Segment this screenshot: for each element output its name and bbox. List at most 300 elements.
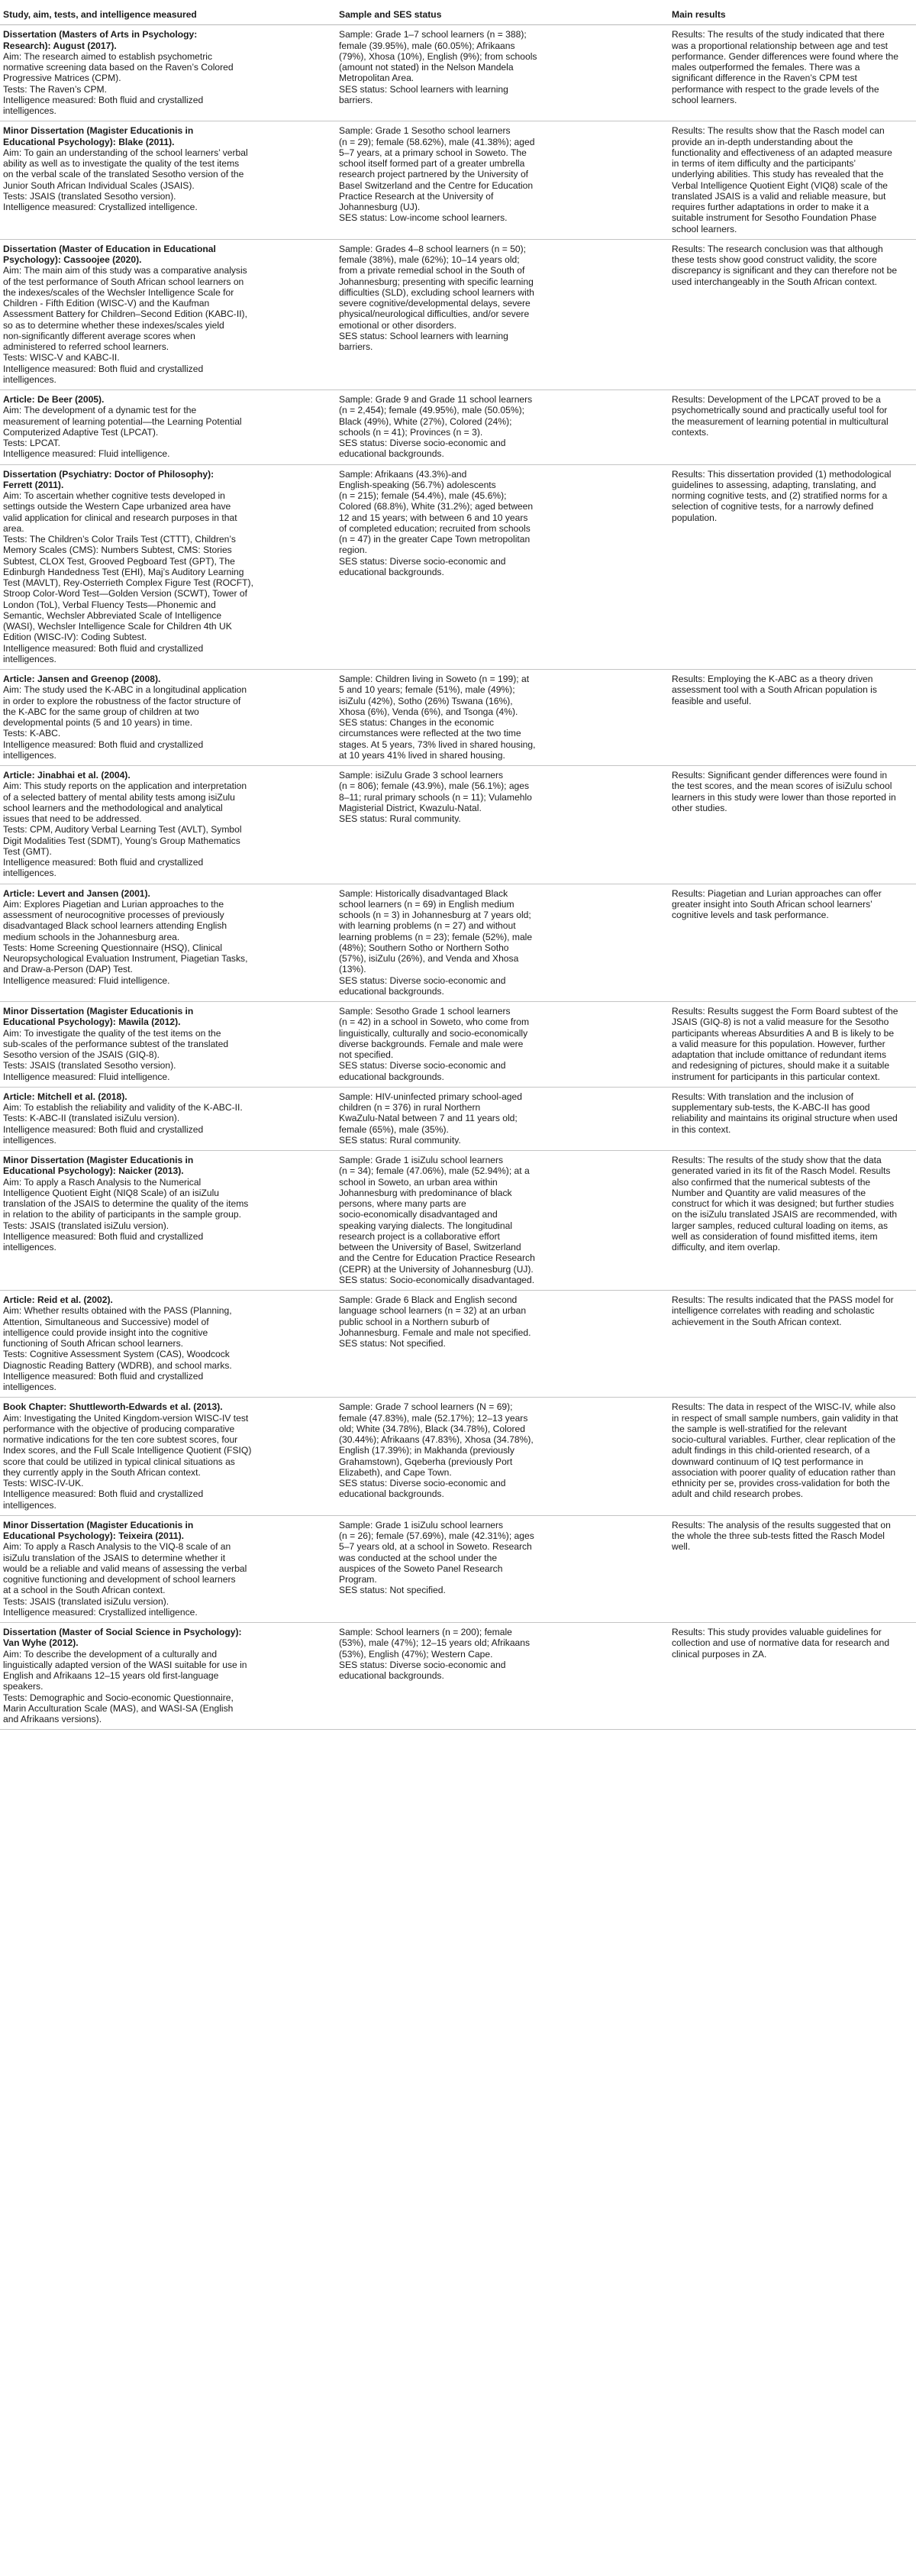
- study-line: of a selected battery of mental ability tests among isiZulu: [3, 791, 235, 803]
- header-study: Study, aim, tests, and intelligence measured: [0, 9, 336, 25]
- sample-line: speaking varying dialects. The longitudinal: [339, 1220, 513, 1231]
- sample-line: educational backgrounds.: [339, 985, 444, 997]
- study-line: Article: Levert and Jansen (2001).: [3, 887, 150, 899]
- study-line: Dissertation (Master of Education in Educational: [3, 243, 216, 254]
- sample-line: isiZulu (42%), Sotho (26%) Tswana (16%),: [339, 695, 513, 706]
- cell-sample: [336, 670, 669, 766]
- sample-line: Sample: Grade 1 isiZulu school learners: [339, 1155, 504, 1165]
- sample-line: Practice Research at the University of: [339, 190, 494, 202]
- table-row: [0, 1087, 916, 1150]
- results-line: performance with respect to the grade levels of the: [672, 83, 879, 95]
- sample-line: SES status: Rural community.: [339, 813, 461, 824]
- results-line: greater insight into South African school learners’: [672, 898, 872, 910]
- sample-line: of completed education; recruited from schools: [339, 522, 531, 534]
- study-line: Assessment Battery for Children–Second Edition (KABC-II),: [3, 309, 247, 320]
- table-body: [0, 25, 916, 1730]
- table-row: [0, 464, 916, 670]
- study-line: non-significantly different average scores when: [3, 330, 195, 341]
- study-line: Intelligence measured: Fluid intelligence.: [3, 1071, 170, 1082]
- study-line: Tests: Demographic and Socio-economic Questionnaire,: [3, 1692, 234, 1703]
- sample-line: educational backgrounds.: [339, 1670, 444, 1681]
- results-line: difficulty, and item overlap.: [672, 1242, 781, 1252]
- sample-line: not specified.: [339, 1049, 394, 1060]
- sample-line: Sample: Grade 6 Black and English second: [339, 1294, 518, 1305]
- results-line: other studies.: [672, 802, 727, 813]
- results-line: Results: The data in respect of the WISC-IV, while also: [672, 1401, 896, 1413]
- study-line: Intelligence measured: Fluid intelligence.: [3, 448, 170, 460]
- study-line: intelligences.: [3, 868, 56, 879]
- results-line: was a proportional relationship between age and test: [672, 40, 889, 51]
- sample-line: SES status: Diverse socio-economic and: [339, 1060, 506, 1071]
- results-line: adaptation that include omittance of redundant items: [672, 1049, 887, 1060]
- cell-results: [669, 670, 916, 766]
- cell-results: [669, 884, 916, 1002]
- study-line: (WASI), Wechsler Intelligence Scale for Children 4th UK: [3, 621, 232, 632]
- sample-line: SES status: Low-income school learners.: [339, 212, 508, 224]
- study-line: Intelligence measured: Both fluid and crystallized: [3, 1123, 204, 1135]
- sample-line: SES status: Rural community.: [339, 1134, 461, 1146]
- sample-line: Sample: HIV-uninfected primary school-aged: [339, 1091, 522, 1102]
- study-line: ability as well as to investigate the quality of the test items: [3, 158, 240, 169]
- sample-line: auspices of the Soweto Panel Research: [339, 1563, 503, 1574]
- results-line: Results: Significant gender differences were found in: [672, 770, 888, 781]
- sample-line: SES status: School learners with learning: [339, 330, 508, 341]
- study-line: London (ToL), Verbal Fluency Tests—Phonemic and: [3, 599, 216, 610]
- sample-line: (n = 47) in the greater Cape Town metropolitan: [339, 534, 531, 545]
- results-line: significant difference in the Raven’s CPM test: [672, 73, 857, 84]
- results-line: the sample is well-stratified for the relevant: [672, 1423, 847, 1434]
- study-line: assessment of neurocognitive processes of previously: [3, 910, 224, 920]
- sample-line: with learning problems (n = 27) and without: [339, 920, 516, 932]
- study-line: Educational Psychology): Naicker (2013).: [3, 1165, 184, 1177]
- sample-line: (53%), male (47%); 12–15 years old; Afrikaans: [339, 1637, 531, 1649]
- table-row: [0, 884, 916, 1002]
- sample-line: SES status: School learners with learning: [339, 83, 508, 95]
- study-line: intelligences.: [3, 105, 56, 116]
- table-row: [0, 670, 916, 766]
- sample-line: physical/neurological difficulties, and/or severe: [339, 309, 530, 320]
- table-row: [0, 390, 916, 465]
- study-line: Tests: JSAIS (translated Sesotho version).: [3, 190, 176, 202]
- study-line: Aim: Explores Piagetian and Lurian approaches to the: [3, 898, 224, 910]
- results-line: the test scores, and the mean scores of isiZulu school: [672, 781, 892, 792]
- table-row: [0, 1002, 916, 1088]
- study-line: Aim: This study reports on the application and interpretation: [3, 781, 247, 792]
- sample-line: between the University of Basel, Switzerland: [339, 1242, 521, 1252]
- cell-sample: [336, 1151, 669, 1291]
- sample-line: stages. At 5 years, 73% lived in shared housing,: [339, 739, 536, 750]
- study-line: Intelligence measured: Both fluid and crystallized: [3, 1488, 204, 1500]
- study-line: settings outside the Western Cape urbanized area have: [3, 501, 231, 512]
- study-line: Tests: The Children’s Color Trails Test (CTTT), Children’s: [3, 534, 236, 545]
- results-line: also confirmed that the numerical subtests of the: [672, 1176, 871, 1188]
- results-line: in respect of small sample numbers, gain validity in that: [672, 1412, 898, 1424]
- sample-line: female (47.83%), male (52.17%); 12–13 years: [339, 1412, 528, 1424]
- study-line: Junior South African Individual Scales (JSAIS).: [3, 179, 195, 191]
- study-line: Test (GMT).: [3, 845, 52, 857]
- results-line: association with poorer quality of education rather than: [672, 1466, 896, 1478]
- sample-line: SES status: Diverse socio-economic and: [339, 1478, 506, 1488]
- sample-line: (n = 42) in a school in Soweto, who come from: [339, 1017, 530, 1028]
- sample-line: Johannesburg (UJ).: [339, 202, 421, 212]
- study-line: Tests: CPM, Auditory Verbal Learning Test (AVLT), Symbol: [3, 824, 242, 836]
- study-line: area.: [3, 522, 24, 534]
- sample-line: difficulties (SLD), excluding school learners with: [339, 286, 534, 298]
- study-line: intelligences.: [3, 749, 56, 761]
- results-line: underlying abilities. This study has revealed that the: [672, 169, 884, 180]
- sample-line: (48%); Southern Sotho or Northern Sotho: [339, 942, 509, 953]
- study-line: Intelligence measured: Crystallized intelligence.: [3, 1606, 198, 1618]
- results-line: intelligence correlates with reading and scholastic: [672, 1305, 875, 1317]
- cell-sample: [336, 1623, 669, 1730]
- table-header-row: [0, 9, 916, 25]
- results-line: translated JSAIS is a valid and reliable measure, but: [672, 190, 886, 202]
- sample-line: Grahamstown), Gqeberha (previously Port: [339, 1456, 513, 1467]
- results-line: Results: The results show that the Rasch model can: [672, 125, 885, 137]
- study-line: score that could be utilized in typical clinical situations as: [3, 1456, 235, 1467]
- study-line: Minor Dissertation (Magister Educationis in: [3, 1155, 194, 1165]
- cell-study: [0, 1515, 336, 1622]
- sample-line: SES status: Diverse socio-economic and: [339, 555, 506, 567]
- sample-line: (57%), isiZulu (26%), and Venda and Xhosa: [339, 953, 519, 964]
- study-line: Aim: The main aim of this study was a comparative analysis: [3, 265, 247, 276]
- sample-line: Black (49%), White (27%), Colored (24%);: [339, 415, 512, 427]
- results-line: generated varied in its fit of the Rasch Model. Results: [672, 1165, 891, 1177]
- study-line: of the test performance of South African school learners on: [3, 276, 244, 287]
- results-line: Results: Development of the LPCAT proved to be a: [672, 394, 881, 405]
- study-line: valid application for clinical and research purposes in that: [3, 512, 237, 523]
- study-line: Minor Dissertation (Magister Educationis in: [3, 125, 194, 137]
- cell-study: [0, 1087, 336, 1150]
- study-line: Tests: Home Screening Questionnaire (HSQ), Clinical: [3, 942, 223, 953]
- study-line: Subtest, CLOX Test, Grooved Pegboard Test (GPT), The: [3, 555, 235, 567]
- results-line: guidelines to assessing, adapting, translating, and: [672, 479, 876, 490]
- study-line: Minor Dissertation (Magister Educationis in: [3, 1519, 194, 1530]
- cell-sample: [336, 25, 669, 121]
- sample-line: 12 and 15 years; with between 6 and 10 years: [339, 512, 528, 523]
- cell-sample: [336, 390, 669, 465]
- sample-line: female (65%), male (35%).: [339, 1123, 449, 1135]
- sample-line: learning problems (n = 23); female (52%), male: [339, 931, 533, 942]
- table-row: [0, 1623, 916, 1730]
- sample-line: SES status: Changes in the economic: [339, 717, 495, 728]
- cell-sample: [336, 1002, 669, 1088]
- cell-results: [669, 766, 916, 884]
- results-line: construct for which it was designed; but further studies: [672, 1198, 895, 1209]
- study-line: Aim: Whether results obtained with the PASS (Planning,: [3, 1305, 232, 1317]
- study-line: Dissertation (Masters of Arts in Psychology:: [3, 29, 198, 40]
- study-line: Aim: To establish the reliability and validity of the K-ABC-II.: [3, 1102, 243, 1113]
- sample-line: Sample: isiZulu Grade 3 school learners: [339, 770, 504, 781]
- study-line: and Draw-a-Person (DAP) Test.: [3, 964, 133, 975]
- results-line: school learners.: [672, 94, 737, 105]
- study-line: Ferrett (2011).: [3, 479, 64, 490]
- results-line: participants whereas Absurdities A and B is likely to be: [672, 1027, 895, 1039]
- sample-line: 8–11; rural primary schools (n = 11); Vulamehlo: [339, 791, 532, 803]
- table-row: [0, 239, 916, 389]
- study-line: Tests: LPCAT.: [3, 438, 61, 448]
- study-line: Aim: To ascertain whether cognitive tests developed in: [3, 490, 225, 501]
- sample-line: emotional or other disorders.: [339, 319, 456, 331]
- cell-sample: [336, 1515, 669, 1622]
- results-line: adult and child research probes.: [672, 1488, 804, 1500]
- results-line: males outperformed the females. There was a: [672, 62, 860, 73]
- results-line: reliability and maintains its original structure when used: [672, 1113, 898, 1124]
- sample-line: Sample: Grade 9 and Grade 11 school learners: [339, 394, 533, 405]
- study-line: Research): August (2017).: [3, 40, 117, 51]
- cell-study: [0, 1151, 336, 1291]
- cell-results: [669, 1002, 916, 1088]
- study-line: Aim: The study used the K-ABC in a longitudinal application: [3, 684, 247, 696]
- study-line: intelligences.: [3, 1242, 56, 1252]
- results-line: assessment tool with a South African population is: [672, 684, 877, 696]
- sample-line: Johannesburg with predominance of black: [339, 1187, 512, 1198]
- study-line: intelligences.: [3, 1134, 56, 1146]
- study-line: Aim: Investigating the United Kingdom-version WISC-IV test: [3, 1412, 249, 1424]
- results-line: requires further adaptations in order to make it a: [672, 202, 869, 212]
- study-line: Neuropsychological Evaluation Instrument, Piagetian Tasks,: [3, 953, 248, 964]
- study-line: Tests: K-ABC.: [3, 728, 61, 739]
- sample-line: female (38%), male (62%); 10–14 years old;: [339, 254, 520, 265]
- study-line: Sesotho version of the JSAIS (GIQ-8).: [3, 1049, 160, 1060]
- sample-line: school in Soweto, an urban area within: [339, 1176, 498, 1188]
- cell-results: [669, 1087, 916, 1150]
- study-line: Article: De Beer (2005).: [3, 394, 105, 405]
- sample-line: Sample: Sesotho Grade 1 school learners: [339, 1006, 511, 1017]
- study-line: Educational Psychology): Mawila (2012).: [3, 1017, 181, 1028]
- sample-line: educational backgrounds.: [339, 1071, 444, 1082]
- study-line: on the verbal scale of the translated Sesotho version of the: [3, 169, 244, 180]
- cell-sample: [336, 1087, 669, 1150]
- study-line: Intelligence measured: Both fluid and crystallized: [3, 363, 204, 374]
- results-line: ethnicity per se, provides cross-validation for both the: [672, 1478, 890, 1488]
- results-line: well.: [672, 1541, 691, 1553]
- results-line: in terms of item difficulty and the participants’: [672, 158, 856, 169]
- sample-line: SES status: Diverse socio-economic and: [339, 1659, 506, 1670]
- study-line: Tests: The Raven’s CPM.: [3, 83, 107, 95]
- sample-line: Sample: Grade 7 school learners (N = 69);: [339, 1401, 513, 1413]
- cell-results: [669, 1151, 916, 1291]
- sample-line: educational backgrounds.: [339, 566, 444, 577]
- study-line: Van Wyhe (2012).: [3, 1637, 79, 1649]
- study-line: normative indications for the ten core subtest scores, four: [3, 1434, 238, 1445]
- sample-line: (79%), Xhosa (10%), English (9%); from schools: [339, 50, 537, 62]
- results-line: Results: Results suggest the Form Board subtest of the: [672, 1006, 898, 1017]
- header-sample: Sample and SES status: [336, 9, 669, 25]
- study-line: Educational Psychology): Blake (2011).: [3, 136, 175, 147]
- sample-line: Program.: [339, 1574, 377, 1585]
- study-line: linguistically adapted version of the WASI suitable for use in: [3, 1659, 247, 1670]
- study-line: Article: Jansen and Greenop (2008).: [3, 674, 161, 684]
- study-line: cognitive functioning and development of school learners: [3, 1574, 236, 1585]
- study-line: Dissertation (Psychiatry: Doctor of Philosophy):: [3, 468, 214, 480]
- sample-line: circumstances were reflected at the two time: [339, 728, 521, 739]
- study-line: intelligences.: [3, 1382, 56, 1392]
- study-line: Aim: To apply a Rasch Analysis to the Numerical: [3, 1176, 202, 1188]
- study-line: issues that need to be addressed.: [3, 813, 142, 824]
- results-line: feasible and useful.: [672, 695, 752, 706]
- sample-line: Johannesburg. Female and male not specified.: [339, 1327, 531, 1338]
- sample-line: persons, where many parts are: [339, 1198, 466, 1209]
- cell-results: [669, 1291, 916, 1398]
- study-line: Intelligence measured: Both fluid and crystallized: [3, 94, 204, 105]
- study-line: Tests: K-ABC-II (translated isiZulu version).: [3, 1113, 180, 1124]
- study-line: Educational Psychology): Teixeira (2011).: [3, 1530, 185, 1541]
- table-row: [0, 1515, 916, 1622]
- sample-line: Colored (68.8%), White (31.2%); aged between: [339, 501, 534, 512]
- study-line: Semantic, Wechsler Abbreviated Scale of Intelligence: [3, 609, 222, 621]
- cell-study: [0, 1623, 336, 1730]
- study-line: in order to explore the robustness of the factor structure of: [3, 695, 241, 706]
- sample-line: Sample: Afrikaans (43.3%)-and: [339, 468, 467, 480]
- results-line: Results: The results of the study show that the data: [672, 1155, 882, 1165]
- sample-line: KwaZulu-Natal between 7 and 11 years old;: [339, 1113, 518, 1124]
- study-line: Intelligence Quotient Eight (NIQ8 Scale) of an isiZulu: [3, 1187, 220, 1198]
- study-line: English and Afrikaans 12–15 years old first-language: [3, 1670, 219, 1681]
- sample-line: (30.44%); Afrikaans (47.83%), Xhosa (34.78%),: [339, 1434, 534, 1445]
- results-line: well as consideration of found misfitted items, item: [672, 1230, 878, 1242]
- sample-line: barriers.: [339, 94, 373, 105]
- cell-sample: [336, 884, 669, 1002]
- sample-line: Magisterial District, Kwazulu-Natal.: [339, 802, 482, 813]
- cell-study: [0, 464, 336, 670]
- study-line: measurement of learning potential—the Learning Potential: [3, 415, 242, 427]
- study-line: Tests: JSAIS (translated isiZulu version).: [3, 1220, 169, 1231]
- table-row: [0, 25, 916, 121]
- results-line: Number and Quantity are valid measures of the: [672, 1187, 866, 1198]
- study-line: school learners and the methodological and analytical: [3, 802, 223, 813]
- study-line: Aim: To gain an understanding of the school learners’ verbal: [3, 147, 248, 158]
- sample-line: 5–7 years, at a primary school in Soweto. The: [339, 147, 527, 158]
- study-line: medium schools in the Johannesburg area.: [3, 931, 180, 942]
- table-row: [0, 121, 916, 240]
- sample-line: Sample: Historically disadvantaged Black: [339, 887, 508, 899]
- study-line: Intelligence measured: Both fluid and crystallized: [3, 739, 204, 750]
- results-line: in this context.: [672, 1123, 731, 1135]
- study-line: Tests: WISC-IV-UK.: [3, 1478, 84, 1488]
- results-line: the measurement of learning potential in multicultural: [672, 415, 889, 427]
- cell-results: [669, 1398, 916, 1516]
- results-line: Results: The analysis of the results suggested that on: [672, 1519, 891, 1530]
- cell-sample: [336, 239, 669, 389]
- cell-study: [0, 121, 336, 240]
- study-line: intelligences.: [3, 1499, 56, 1511]
- study-line: the indexes/scales of the Wechsler Intelligence Scale for: [3, 286, 234, 298]
- study-line: Article: Reid et al. (2002).: [3, 1294, 113, 1305]
- results-line: population.: [672, 512, 718, 523]
- study-line: Aim: To describe the development of a culturally and: [3, 1648, 218, 1660]
- sample-line: school itself formed part of a greater umbrella: [339, 158, 525, 169]
- sample-line: and the Centre for Education Practice Research: [339, 1252, 535, 1264]
- cell-study: [0, 670, 336, 766]
- cell-results: [669, 390, 916, 465]
- sample-line: public school in a Northern suburb of: [339, 1316, 489, 1327]
- study-line: Psychology): Cassoojee (2020).: [3, 254, 142, 265]
- study-line: Article: Mitchell et al. (2018).: [3, 1091, 127, 1102]
- sample-line: was conducted at the school under the: [339, 1552, 498, 1563]
- sample-line: severe cognitive/developmental delays, severe: [339, 298, 531, 309]
- sample-line: Sample: Grades 4–8 school learners (n = 50);: [339, 243, 527, 254]
- sample-line: Sample: Children living in Soweto (n = 199); at: [339, 674, 530, 684]
- sample-line: barriers.: [339, 341, 373, 352]
- results-line: the whole the three sub-tests fitted the Rasch Model: [672, 1530, 885, 1541]
- study-line: Edinburgh Handedness Test (EHI), Maj’s Auditory Learning: [3, 566, 244, 577]
- study-line: translation of the JSAIS to determine the quality of the items: [3, 1198, 249, 1209]
- sample-line: Sample: Grade 1 isiZulu school learners: [339, 1519, 504, 1530]
- sample-line: linguistically, culturally and socio-economically: [339, 1027, 528, 1039]
- results-line: supplementary sub-tests, the K-ABC-II has good: [672, 1102, 870, 1113]
- results-line: Results: This dissertation provided (1) methodological: [672, 468, 892, 480]
- sample-line: SES status: Not specified.: [339, 1338, 446, 1349]
- results-line: and redesigning of pictures, should make it a suitable: [672, 1060, 890, 1071]
- study-line: Dissertation (Master of Social Science in Psychology):: [3, 1627, 242, 1637]
- cell-study: [0, 239, 336, 389]
- cell-results: [669, 464, 916, 670]
- sample-line: Sample: Grade 1–7 school learners (n = 388);: [339, 29, 527, 40]
- cell-study: [0, 1002, 336, 1088]
- study-line: Minor Dissertation (Magister Educationis in: [3, 1006, 194, 1017]
- sample-line: Sample: School learners (n = 200); female: [339, 1627, 512, 1637]
- cell-sample: [336, 1291, 669, 1398]
- results-line: cognitive levels and task performance.: [672, 910, 829, 920]
- sample-line: SES status: Diverse socio-economic and: [339, 974, 506, 986]
- study-line: Children - Fifth Edition (WISC-V) and the Kaufman: [3, 298, 210, 309]
- cell-results: [669, 239, 916, 389]
- study-line: Book Chapter: Shuttleworth-Edwards et al. (2013).: [3, 1401, 223, 1413]
- study-line: Aim: The research aimed to establish psychometric: [3, 50, 213, 62]
- sample-line: (n = 806); female (43.9%), male (56.1%); ages: [339, 781, 530, 792]
- study-line: Index scores, and the Full Scale Intelligence Quotient (FSIQ): [3, 1445, 252, 1456]
- study-line: Intelligence measured: Both fluid and crystallized: [3, 1230, 204, 1242]
- sample-line: 5–7 years old, at a school in Soweto. Research: [339, 1541, 532, 1553]
- sample-line: (n = 215); female (54.4%), male (45.6%);: [339, 490, 507, 501]
- study-line: Tests: Cognitive Assessment System (CAS), Woodcock: [3, 1349, 230, 1360]
- study-line: Memory Scales (CMS): Numbers Subtest, CMS: Stories: [3, 545, 232, 556]
- results-line: Results: The research conclusion was that although: [672, 243, 883, 254]
- study-line: administered to referred school learners.: [3, 341, 169, 352]
- cell-study: [0, 25, 336, 121]
- study-line: Tests: JSAIS (translated Sesotho version).: [3, 1060, 176, 1071]
- results-line: learners in this study were lower than those reported in: [672, 791, 896, 803]
- sample-line: (13%).: [339, 964, 366, 975]
- results-line: clinical purposes in ZA.: [672, 1648, 767, 1660]
- study-line: in relation to the ability of participants in the sample group.: [3, 1209, 241, 1220]
- sample-line: (n = 34); female (47.06%), male (52.94%); at a: [339, 1165, 530, 1177]
- studies-table: [0, 9, 916, 1730]
- study-line: Intelligence measured: Fluid intelligence.: [3, 974, 170, 986]
- sample-line: Johannesburg; presenting with specific learning: [339, 276, 534, 287]
- study-line: speakers.: [3, 1681, 44, 1692]
- sample-line: SES status: Diverse socio-economic and: [339, 438, 506, 448]
- cell-study: [0, 1398, 336, 1516]
- study-line: sub-scales of the performance subtest of the translated: [3, 1038, 229, 1049]
- results-line: Results: Piagetian and Lurian approaches can offer: [672, 887, 882, 899]
- table-row: [0, 1151, 916, 1291]
- results-line: psychometrically sound and practically useful tool for: [672, 405, 888, 416]
- cell-sample: [336, 464, 669, 670]
- study-line: intelligences.: [3, 653, 56, 664]
- results-line: collection and use of normative data for research and: [672, 1637, 890, 1649]
- results-line: adult findings in this child-oriented research, of a: [672, 1445, 870, 1456]
- cell-results: [669, 121, 916, 240]
- cell-study: [0, 1291, 336, 1398]
- cell-results: [669, 25, 916, 121]
- study-line: Intelligence measured: Both fluid and crystallized: [3, 1370, 204, 1382]
- results-line: provide an in-depth understanding about the: [672, 136, 853, 147]
- sample-line: English-speaking (56.7%) adolescents: [339, 479, 496, 490]
- study-line: performance with the objective of producing comparative: [3, 1423, 235, 1434]
- study-line: they currently apply in the South African context.: [3, 1466, 201, 1478]
